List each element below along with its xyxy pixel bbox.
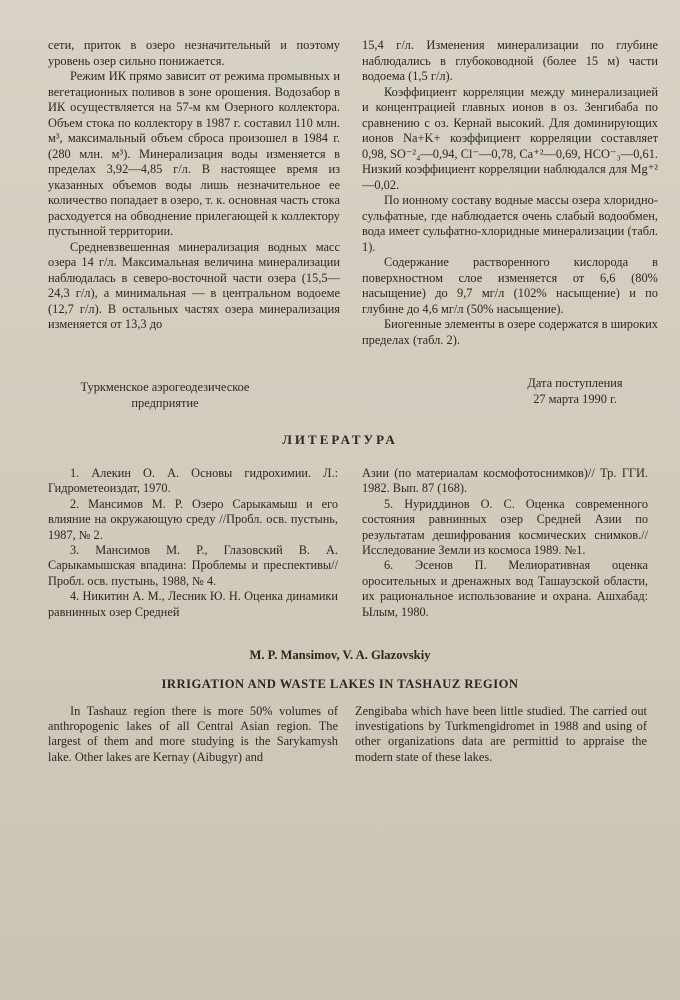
reference-item: 6. Эсенов П. Мелиоративная оценка оросительных и дренажных вод Ташаузской области, их рациональное использование и охрана. Ашхабад: Ылым, 1980. xyxy=(362,558,648,619)
reference-item: Азии (по материалам космофотоснимков)// Тр. ГГИ. 1982. Вып. 87 (168). xyxy=(362,466,648,496)
reference-item: 1. Алекин О. А. Основы гидрохимии. Л.: Гидрометеоиздат, 1970. xyxy=(48,466,338,496)
organization-signature xyxy=(55,380,275,411)
organization-line: Туркменское аэрогеодезическое xyxy=(80,380,250,394)
reference-item: 2. Мансимов М. Р. Озеро Сарыкамыш и его влияние на окружающую среду //Пробл. осв. пустынь, 1987, № 2. xyxy=(48,496,338,542)
reference-item: 4. Никитин А. М., Лесник Ю. Н. Оценка динамики равнинных озер Средней xyxy=(48,589,338,619)
paragraph: In Tashauz region there is more 50% volumes of anthropogenic lakes of all Central Asian region. The largest of them and more studying is the Sarykamysh lake. Other lakes are Kernay (Aibugyr) and xyxy=(48,704,338,764)
right-text-column xyxy=(362,38,658,348)
english-abstract-right xyxy=(355,704,647,765)
reference-item: 3. Мансимов М. Р., Глазовский В. А. Сарыкамышская впадина: Проблемы и преспективы//Пробл. осв. пустынь, 1988, № 4. xyxy=(48,543,338,588)
paragraph: Коэффициент корреляции между минерализацией и концентрацией главных ионов в оз. Зенгибаба по сравнению с оз. Кернай высокий. Для доминирующих ионов Na+K+ коэффициент корреляции составляет 0,98, SO⁻²₄—0,94, Cl⁻—0,78, Ca⁺²—0,69, HCO⁻₃—0,61. Низкий коэффициент корреляции наблюдался для Mg⁺²—0,02. xyxy=(362,84,658,192)
received-date xyxy=(505,376,645,407)
english-authors: M. P. Mansimov, V. A. Glazovskiy xyxy=(249,648,431,662)
paragraph: 15,4 г/л. Изменения минерализации по глубине наблюдались в глубоководной (более 15 м) части водоема (1,5 г/л). xyxy=(362,38,658,83)
english-abstract-left xyxy=(48,704,338,765)
paragraph: Zengibaba which have been little studied. The carried out investigations by Turkmengidromet in 1988 and using of other organizations data are permittid to appraise the modern state of these lakes. xyxy=(355,704,647,764)
paragraph: Режим ИК прямо зависит от режима промывных и вегетационных поливов в зоне орошения. Водозабор в ИК осуществляется на 57-м км Озерного коллектора. Объем стока по коллектору в 1987 г. составил 110 млн. м³, максимальный объем сброса произошел в 1984 г. (280 млн. м³). Минерализация воды изменяется в пределах 3,92—4,85 г/л. В настоящее время из указанных объемов воды лишь незначительное ее количество попадает в озеро, т. к. основная часть стока расходуется на обводнение прилегающей к коллектору пустынной территории. xyxy=(48,69,340,238)
paragraph: Содержание растворенного кислорода в поверхностном слое изменяется от 6,6 (80% насыщение) до 9,7 мг/л (102% насыщение) и по глубине до 4,6 мг/л (50% насыщение). xyxy=(362,255,658,316)
paragraph: По ионному составу водные массы озера хлоридно-сульфатные, где наблюдается очень слабый водообмен, вода имеет сульфатно-хлоридные минерализации (табл. 1). xyxy=(362,193,658,254)
english-title: IRRIGATION AND WASTE LAKES IN TASHAUZ REGION xyxy=(161,677,519,691)
reference-item: 5. Нуриддинов О. С. Оценка современного состояния равнинных озер Средней Азии по результатам дешифрования космических снимков.//Исследование Земли из космоса 1989. №1. xyxy=(362,496,648,558)
left-text-column xyxy=(48,38,340,333)
paragraph: Биогенные элементы в озере содержатся в широких пределах (табл. 2). xyxy=(362,317,658,347)
references-left xyxy=(48,466,338,620)
references-right xyxy=(362,466,648,620)
organization-line: предприятие xyxy=(131,395,199,410)
date-label: Дата поступления xyxy=(527,376,623,390)
date-value: 27 марта 1990 г. xyxy=(533,391,617,406)
paragraph: Средневзвешенная минерализация водных масс озера 14 г/л. Максимальная величина минерализации наблюдалась в северо-восточной части озера (15,5—24,3 г/л), а минимальная — в центральном водоеме (12,7 г/л). В остальных частях озера минерализация изменяется от 13,3 до xyxy=(48,239,340,331)
paragraph: сети, приток в озеро незначительный и поэтому уровень озер сильно понижается. xyxy=(48,38,340,68)
literature-heading: ЛИТЕРАТУРА xyxy=(282,432,398,447)
